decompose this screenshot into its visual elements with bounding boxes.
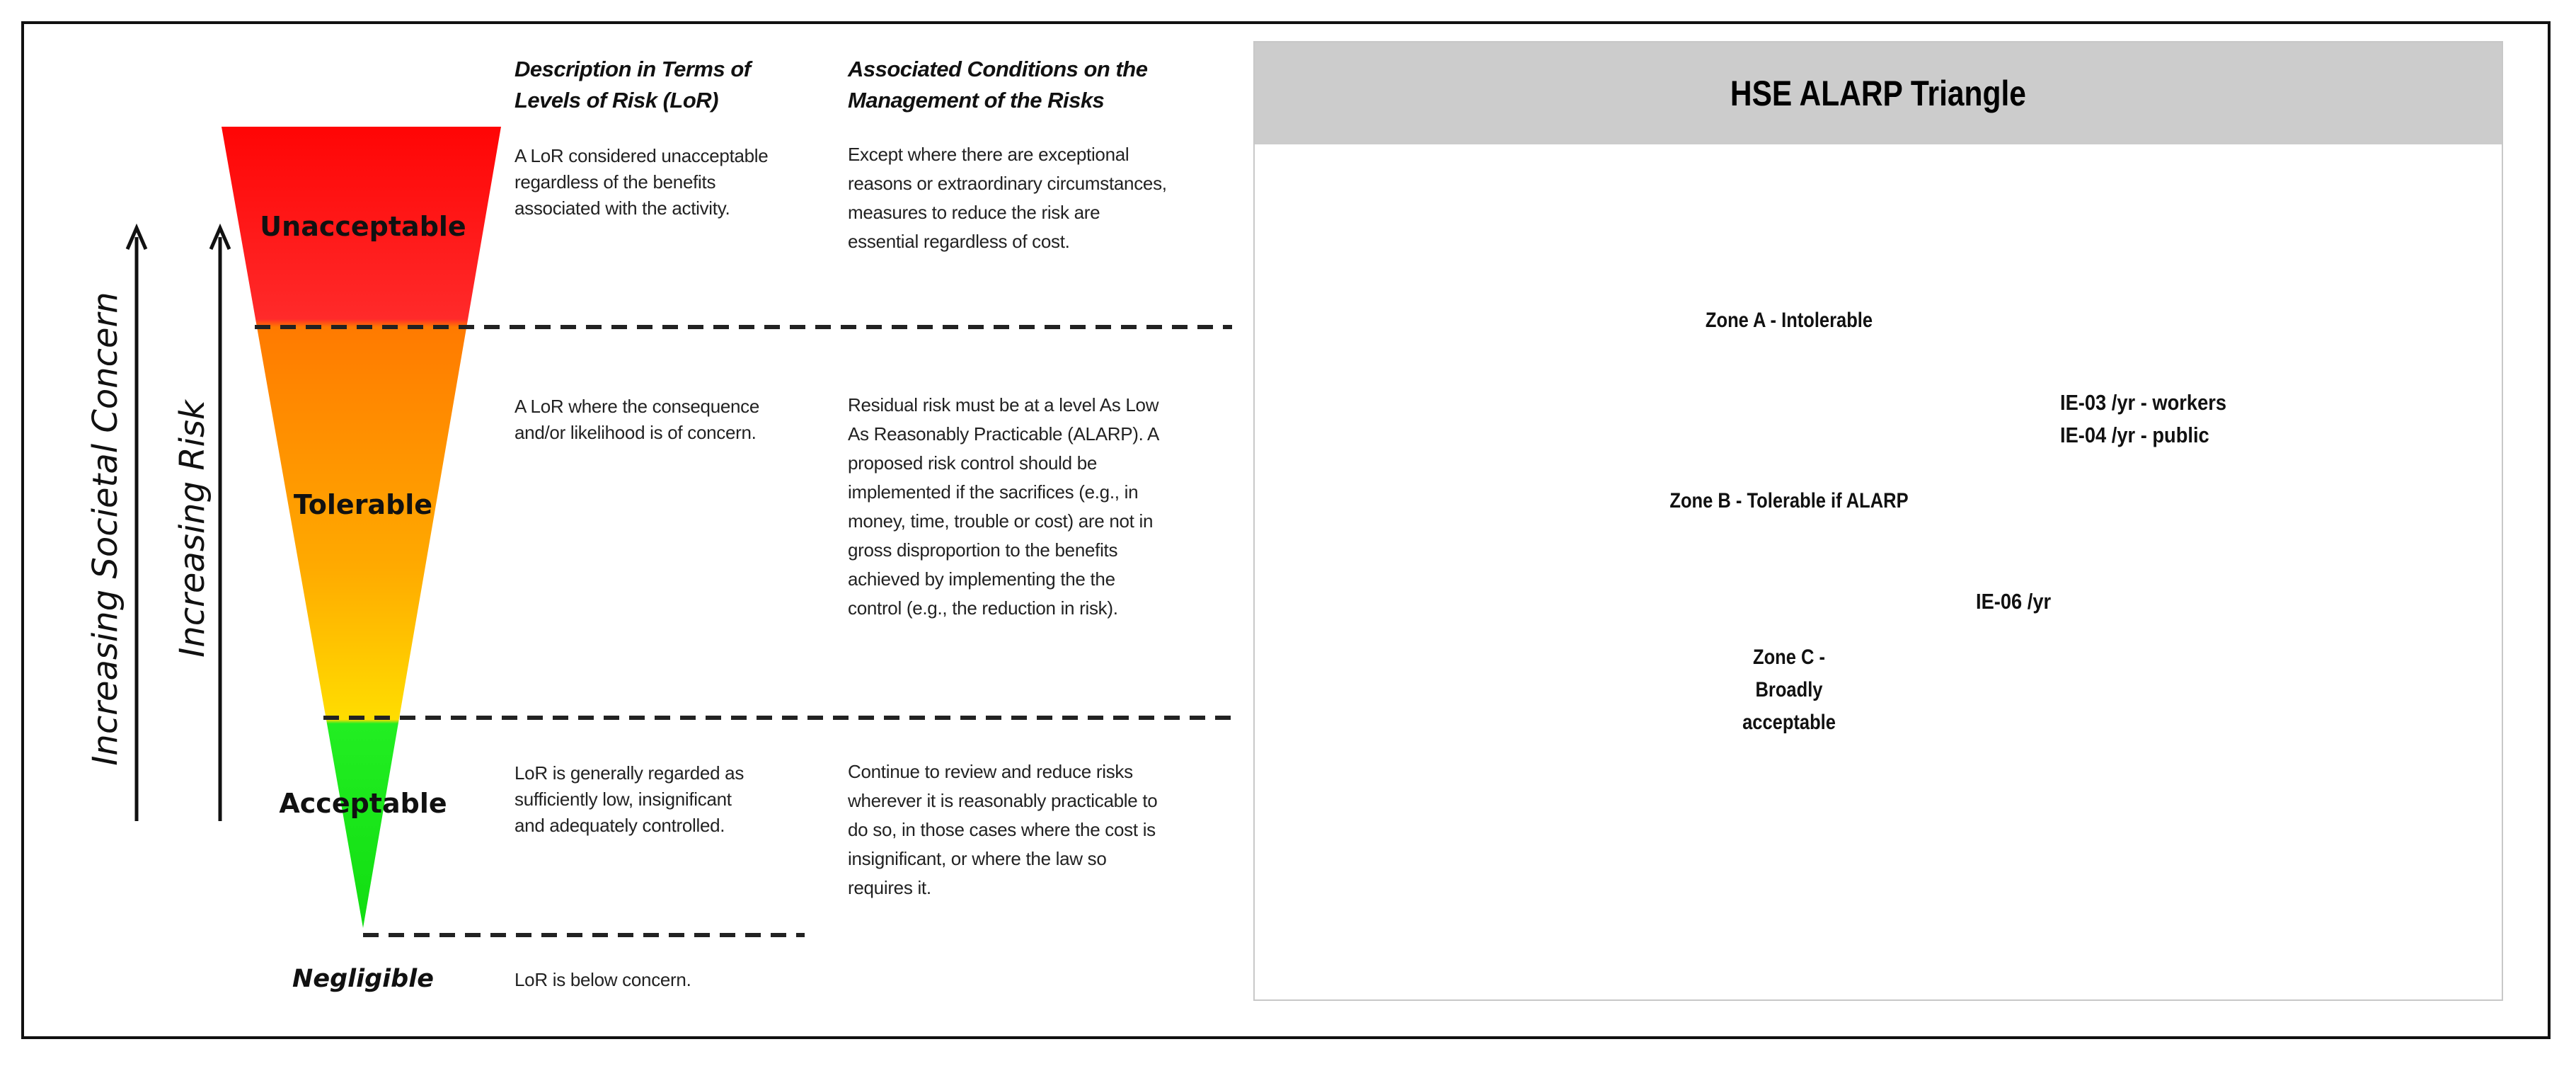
text-line: insignificant, or where the law so xyxy=(848,848,1107,869)
conditions-unacceptable xyxy=(848,140,1167,256)
text-line: Except where there are exceptional xyxy=(848,144,1129,165)
level-label-unacceptable: Unacceptable xyxy=(260,211,466,242)
level-label-tolerable: Tolerable xyxy=(293,489,433,520)
text-line: As Reasonably Practicable (ALARP). A xyxy=(848,423,1160,445)
text-line: associated with the activity. xyxy=(514,197,730,219)
text-line: do so, in those cases where the cost is xyxy=(848,819,1156,840)
text-line: wherever it is reasonably practicable to xyxy=(848,790,1158,811)
level-label-acceptable: Acceptable xyxy=(279,788,447,819)
threshold-public: IE-04 /yr - public xyxy=(2060,423,2209,447)
text-line: A LoR where the consequence xyxy=(514,396,760,417)
threshold-workers: IE-03 /yr - workers xyxy=(2060,390,2227,415)
zone-b-label: Zone B - Tolerable if ALARP xyxy=(1669,489,1909,512)
description-tolerable xyxy=(514,394,759,446)
axis-label-societal-concern: Increasing Societal Concern xyxy=(86,292,125,766)
text-line: gross disproportion to the benefits xyxy=(848,539,1118,561)
threshold-label-lower: IE-06 /yr xyxy=(1976,589,2052,614)
conditions-acceptable xyxy=(848,757,1157,902)
text-line: regardless of the benefits xyxy=(514,171,716,193)
text-line: LoR is below concern. xyxy=(514,969,691,990)
text-line: implemented if the sacrifices (e.g., in xyxy=(848,481,1139,503)
text-line: control (e.g., the reduction in risk). xyxy=(848,597,1118,619)
text-line: and adequately controlled. xyxy=(514,815,725,836)
text-line: A LoR considered unacceptable xyxy=(514,145,769,166)
alarp-panel-title: HSE ALARP Triangle xyxy=(1730,74,2027,113)
text-line: and/or likelihood is of concern. xyxy=(514,422,757,443)
text-line: Continue to review and reduce risks xyxy=(848,761,1133,782)
risk-arrow-icon xyxy=(211,228,229,821)
text-line: essential regardless of cost. xyxy=(848,231,1070,252)
zone-c-label xyxy=(1742,641,1836,739)
conditions-tolerable xyxy=(848,391,1159,623)
description-unacceptable xyxy=(514,143,768,222)
axis-label-risk: Increasing Risk xyxy=(173,400,212,658)
text-line: money, time, trouble or cost) are not in xyxy=(848,510,1154,532)
text-line: reasons or extraordinary circumstances, xyxy=(848,173,1167,194)
header-line: Levels of Risk (LoR) xyxy=(514,88,718,113)
zone-c-line: Zone C - xyxy=(1753,646,1825,669)
column-header-description xyxy=(514,54,751,116)
threshold-label-upper xyxy=(2060,386,2226,452)
header-line: Description in Terms of xyxy=(514,57,751,81)
text-line: LoR is generally regarded as xyxy=(514,762,744,784)
header-line: Associated Conditions on the xyxy=(848,57,1148,81)
text-line: proposed risk control should be xyxy=(848,452,1098,474)
zone-a-label: Zone A - Intolerable xyxy=(1705,309,1873,332)
description-acceptable xyxy=(514,760,744,839)
text-line: sufficiently low, insignificant xyxy=(514,789,732,810)
alarp-panel-header xyxy=(1255,42,2502,144)
level-label-negligible: Negligible xyxy=(292,965,434,993)
header-line: Management of the Risks xyxy=(848,88,1105,113)
alarp-panel xyxy=(1253,41,2503,1001)
column-header-conditions xyxy=(848,54,1147,116)
text-line: Residual risk must be at a level As Low xyxy=(848,394,1159,415)
zone-c-line: acceptable xyxy=(1742,711,1836,734)
zone-c-line: Broadly xyxy=(1755,678,1823,701)
text-line: measures to reduce the risk are xyxy=(848,202,1100,223)
societal-concern-arrow-icon xyxy=(127,228,146,821)
description-negligible xyxy=(514,967,691,993)
text-line: achieved by implementing the the xyxy=(848,568,1115,590)
text-line: requires it. xyxy=(848,877,931,898)
